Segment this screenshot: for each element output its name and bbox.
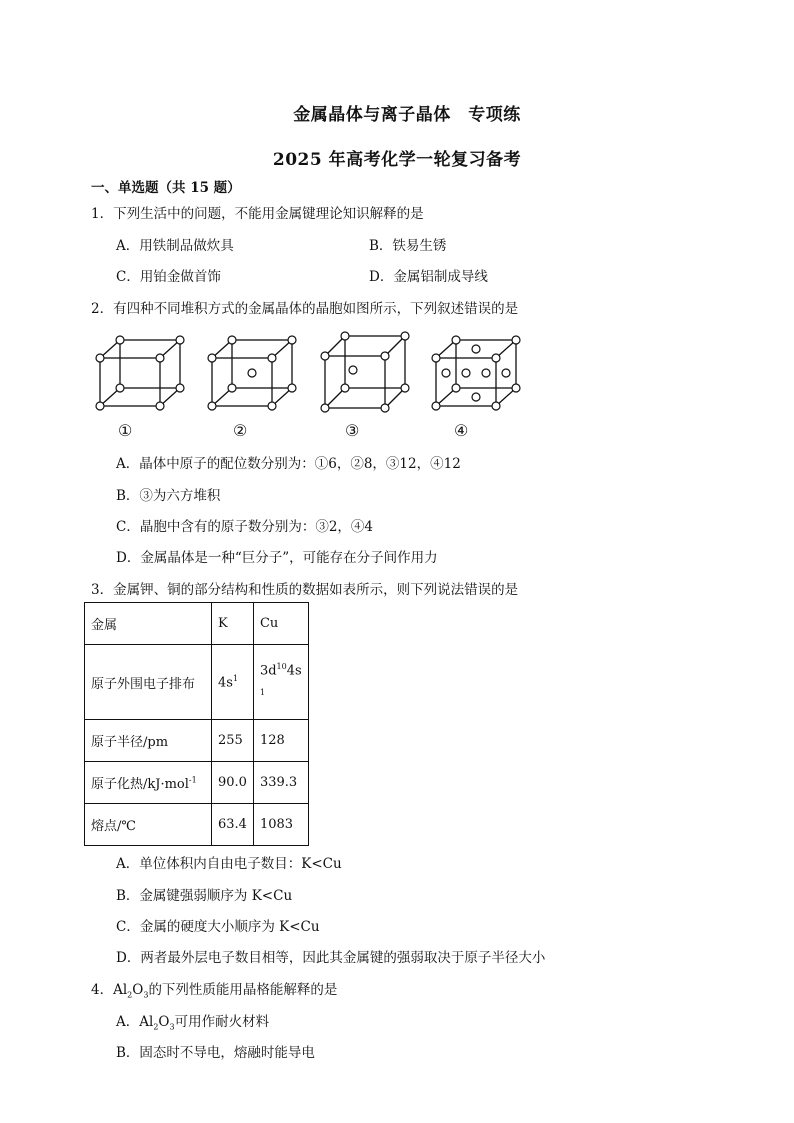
table-header-row xyxy=(85,603,309,645)
table-cell: 63.4 xyxy=(212,804,254,846)
table-header-cell: K xyxy=(212,603,254,645)
question-2-option-d: D．金属晶体是一种“巨分子”，可能存在分子间作用力 xyxy=(116,550,438,566)
table-cell: 原子半径/pm xyxy=(85,720,212,762)
table-row xyxy=(85,804,309,846)
unit-cell-figure-3 xyxy=(325,336,405,408)
question-1-option-b: B．铁易生锈 xyxy=(369,238,447,254)
question-2-option-b: B．③为六方堆积 xyxy=(116,488,221,504)
table-cell: 原子化热/kJ·mol$^{-1}$ xyxy=(85,762,212,804)
table-header-cell: Cu xyxy=(253,603,308,645)
document-subtitle: 2025 年高考化学一轮复习备考 xyxy=(272,150,522,170)
figure-label-2: ② xyxy=(233,421,248,440)
question-4-option-a: A．$Al_2O_3$可用作耐火材料 xyxy=(116,1014,270,1032)
figure-label-1: ① xyxy=(118,421,133,440)
table-row xyxy=(85,720,309,762)
table-cell: 熔点/℃ xyxy=(85,804,212,846)
figure-label-4: ④ xyxy=(454,421,469,440)
table-cell: 255 xyxy=(212,720,254,762)
question-4-option-b: B．固态时不导电，熔融时能导电 xyxy=(116,1045,315,1061)
question-2-stem: 2．有四种不同堆积方式的金属晶体的晶胞如图所示，下列叙述错误的是 xyxy=(91,301,519,317)
metal-properties-table xyxy=(84,602,309,846)
figure-label-3: ③ xyxy=(345,421,360,440)
table-cell: $4s^1$ xyxy=(212,645,254,720)
question-3-option-d: D．两者最外层电子数目相等，因此其金属键的强弱取决于原子半径大小 xyxy=(116,950,546,966)
question-1-option-a: A．用铁制品做炊具 xyxy=(116,238,234,254)
question-1-option-d: D．金属铝制成导线 xyxy=(369,269,488,285)
question-3-option-a: A．单位体积内自由电子数目：K<Cu xyxy=(116,856,342,872)
table-cell: 339.3 xyxy=(253,762,308,804)
table-row xyxy=(85,645,309,720)
question-2-option-a: A．晶体中原子的配位数分别为：①6，②8，③12，④12 xyxy=(116,456,461,472)
table-cell: 128 xyxy=(253,720,308,762)
section-heading: 一、单选题（共 15 题） xyxy=(91,180,241,196)
unit-cell-figure-1 xyxy=(100,340,180,406)
question-2-option-c: C．晶胞中含有的原子数分别为：③2，④4 xyxy=(116,519,374,535)
table-row xyxy=(85,762,309,804)
document-title: 金属晶体与离子晶体 专项练 xyxy=(293,105,521,125)
question-1-option-c: C．用铂金做首饰 xyxy=(116,269,221,285)
question-3-option-c: C．金属的硬度大小顺序为 K<Cu xyxy=(116,919,320,935)
table-cell: $3d^{10}4s$ $^1$ xyxy=(253,645,308,720)
question-4-stem: 4．$Al_2O_3$的下列性质能用晶格能解释的是 xyxy=(91,982,338,1000)
table-cell: 原子外围电子排布 xyxy=(85,645,212,720)
table-cell: 90.0 xyxy=(212,762,254,804)
question-3-option-b: B．金属键强弱顺序为 K<Cu xyxy=(116,888,293,904)
table-header-cell: 金属 xyxy=(85,603,212,645)
table-cell: 1083 xyxy=(253,804,308,846)
question-3-stem: 3．金属钾、铜的部分结构和性质的数据如表所示，则下列说法错误的是 xyxy=(91,582,519,598)
question-1-stem: 1．下列生活中的问题，不能用金属键理论知识解释的是 xyxy=(91,206,424,222)
